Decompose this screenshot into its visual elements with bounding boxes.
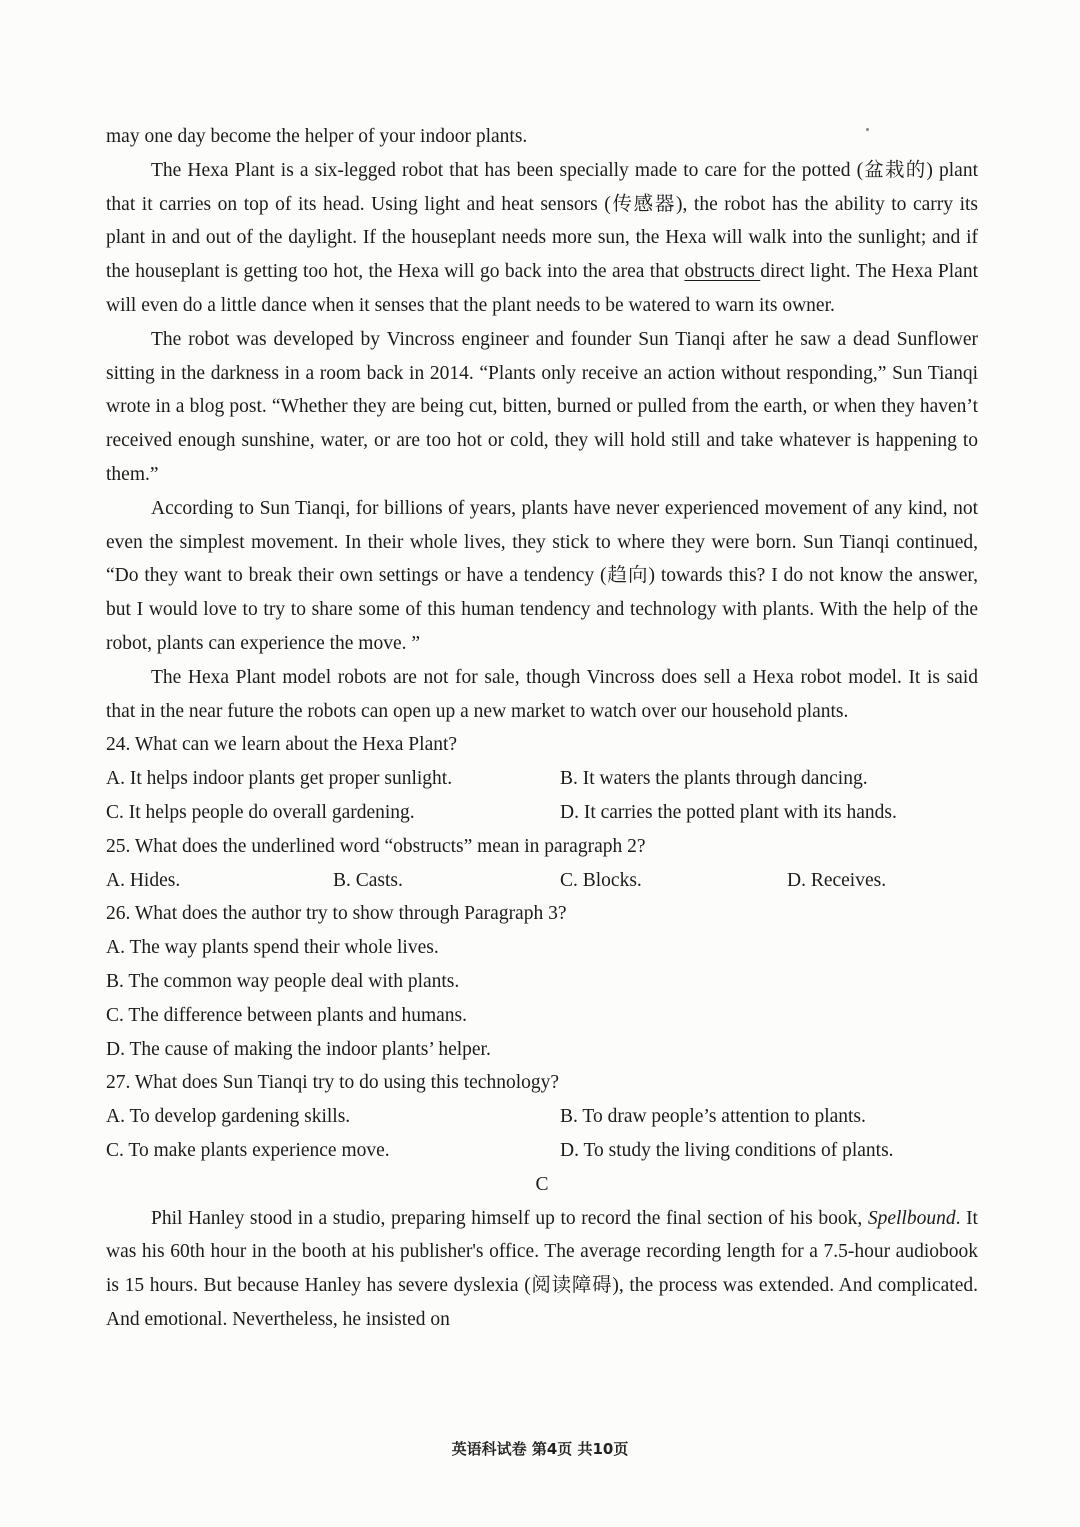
q26-option-a: A. The way plants spend their whole lives.: [106, 937, 439, 959]
question-24-stem: 24. What can we learn about the Hexa Plant?: [106, 734, 458, 756]
passage-b-paragraph-2: [106, 154, 978, 323]
question-25-stem: 25. What does the underlined word “obstructs” mean in paragraph 2?: [106, 835, 646, 857]
c-p1-text-before: Phil Hanley stood in a studio, preparing himself up to record the final section of his book,: [151, 1207, 868, 1229]
p2-text-before: The Hexa Plant is a six-legged robot that has been specially made to care for the potted (盆栽的) plant that it carries on top of its head. Using light and heat sensors (传感器), the robot has the ability to carry its plant in and out of the daylight. If the houseplant needs more sun, the Hexa will walk into the sunlight; and if the houseplant is getting too hot, the Hexa will go back into the area that: [106, 159, 978, 283]
q24-option-a: A. It helps indoor plants get proper sunlight.: [106, 768, 453, 790]
q27-option-b: B. To draw people’s attention to plants.: [560, 1106, 866, 1128]
q26-option-c: C. The difference between plants and humans.: [106, 1004, 467, 1026]
exam-content: [106, 120, 978, 1337]
book-title-spellbound: Spellbound: [867, 1207, 956, 1229]
q27-option-d: D. To study the living conditions of plants.: [560, 1139, 894, 1161]
q24-option-d: D. It carries the potted plant with its hands.: [560, 801, 897, 823]
q25-option-b: B. Casts.: [333, 869, 403, 891]
question-24-options-row-2: [106, 796, 978, 830]
passage-b-intro-line: may one day become the helper of your indoor plants.: [106, 126, 528, 147]
q24-option-b: B. It waters the plants through dancing.: [560, 768, 868, 790]
q27-option-a: A. To develop gardening skills.: [106, 1106, 351, 1128]
question-26-stem: 26. What does the author try to show through Paragraph 3?: [106, 903, 567, 925]
question-24-options-row-1: [106, 762, 978, 796]
q26-option-d: D. The cause of making the indoor plants’ helper.: [106, 1038, 491, 1060]
underlined-word-obstructs: obstructs: [684, 261, 761, 283]
question-25-options: [106, 864, 978, 898]
passage-b-paragraph-4: According to Sun Tianqi, for billions of years, plants have never experienced movement of any kind, not even the simplest movement. In their whole lives, they stick to where they were born. Sun Tianqi continued, “Do they want to break their own settings or have a tendency (趋向) towards this? I do not know the answer, but I would love to try to share some of this human tendency and technology with plants. With the help of the robot, plants can experience the move. ”: [106, 497, 978, 654]
question-27-options-row-2: [106, 1134, 978, 1168]
c-p1-text-after: . It was his 60th hour in the booth at his publisher's office. The average recording length for a 7.5-hour audiobook is 15 hours. But because Hanley has severe dyslexia (阅读障碍), the process was extended. And complicated. And emotional. Nevertheless, he insisted on: [106, 1207, 978, 1330]
p2-text-after: direct light. The Hexa Plant will even do a little dance when it senses that the plant needs to be watered to warn its owner.: [106, 261, 978, 316]
q25-option-d: D. Receives.: [787, 869, 887, 891]
page-footer: 英语科试卷 第4页 共10页: [451, 1440, 629, 1458]
section-heading-c: C: [535, 1173, 549, 1195]
q25-option-c: C. Blocks.: [560, 869, 642, 891]
q26-option-b: B. The common way people deal with plants.: [106, 970, 460, 992]
passage-b-paragraph-3: The robot was developed by Vincross engineer and founder Sun Tianqi after he saw a dead Sunflower sitting in the darkness in a room back in 2014. “Plants only receive an action without responding,” Sun Tianqi wrote in a blog post. “Whether they are being cut, bitten, burned or pulled from the earth, or when they haven’t received enough sunshine, water, or are too hot or cold, they will hold still and take whatever is happening to them.”: [106, 328, 978, 485]
question-27-stem: 27. What does Sun Tianqi try to do using this technology?: [106, 1072, 560, 1094]
q27-option-c: C. To make plants experience move.: [106, 1139, 390, 1161]
passage-c-paragraph-1: [106, 1202, 978, 1337]
q24-option-c: C. It helps people do overall gardening.: [106, 801, 415, 823]
question-27-options-row-1: [106, 1100, 978, 1134]
passage-b-paragraph-5: The Hexa Plant model robots are not for sale, though Vincross does sell a Hexa robot model. It is said that in the near future the robots can open up a new market to watch over our household plants.: [106, 666, 978, 722]
q25-option-a: A. Hides.: [106, 869, 181, 891]
